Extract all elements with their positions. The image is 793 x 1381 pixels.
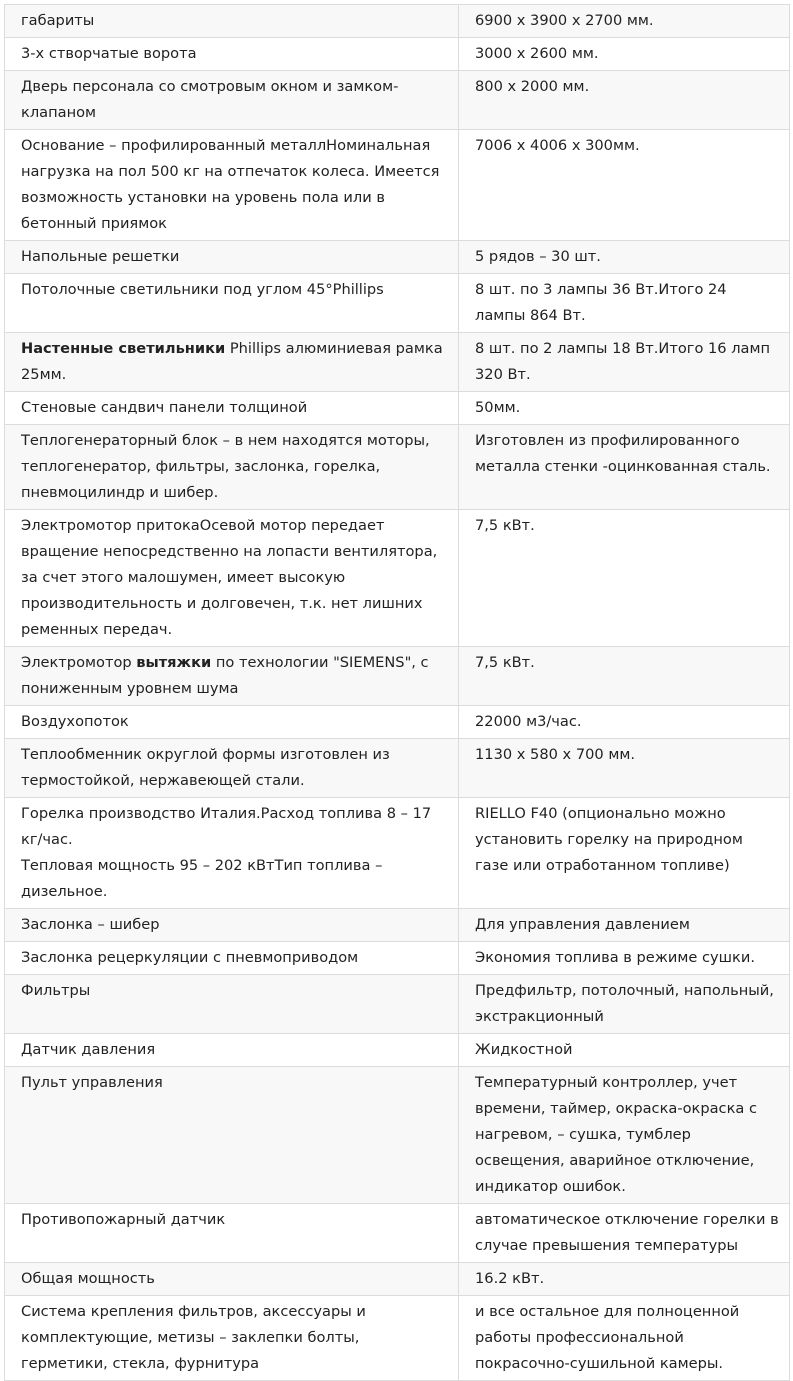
table-row <box>5 274 790 333</box>
value-cell: автоматическое отключение горелки в случае превышения температуры <box>459 1204 790 1263</box>
param-text: Phillips алюминиевая рамка 25мм. <box>21 340 443 383</box>
param-cell: Потолочные светильники под углом 45°Phillips <box>5 274 459 333</box>
table-row <box>5 942 790 975</box>
param-cell: Дверь персонала со смотровым окном и замком-клапаном <box>5 71 459 130</box>
table-row <box>5 130 790 241</box>
value-cell: 5 рядов – 30 шт. <box>459 241 790 274</box>
param-cell: Пульт управления <box>5 1067 459 1204</box>
table-row <box>5 38 790 71</box>
table-row <box>5 510 790 647</box>
table-row <box>5 739 790 798</box>
value-cell: 8 шт. по 3 лампы 36 Вт.Итого 24 лампы 864 Вт. <box>459 274 790 333</box>
value-cell: 7,5 кВт. <box>459 647 790 706</box>
table-row <box>5 392 790 425</box>
value-cell: 3000 х 2600 мм. <box>459 38 790 71</box>
param-cell: Основание – профилированный металлНоминальная нагрузка на пол 500 кг на отпечаток колеса. Имеется возможность установки на уровень пола или в бетонный приямок <box>5 130 459 241</box>
param-cell: Заслонка рецеркуляции с пневмоприводом <box>5 942 459 975</box>
table-row <box>5 1204 790 1263</box>
table-row <box>5 909 790 942</box>
value-cell: 1130 х 580 х 700 мм. <box>459 739 790 798</box>
param-cell: Стеновые сандвич панели толщиной <box>5 392 459 425</box>
value-cell: 22000 м3/час. <box>459 706 790 739</box>
param-cell: Противопожарный датчик <box>5 1204 459 1263</box>
value-cell: Жидкостной <box>459 1034 790 1067</box>
value-cell: 8 шт. по 2 лампы 18 Вт.Итого 16 ламп 320 Вт. <box>459 333 790 392</box>
value-cell: Температурный контроллер, учет времени, таймер, окраска-окраска с нагревом, – сушка, тумблер освещения, аварийное отключение, индикатор ошибок. <box>459 1067 790 1204</box>
table-row <box>5 1296 790 1381</box>
value-cell: RIELLO F40 (опционально можно установить горелку на природном газе или отработанном топливе) <box>459 798 790 909</box>
value-cell: Изготовлен из профилированного металла стенки -оцинкованная сталь. <box>459 425 790 510</box>
param-cell: Теплогенераторный блок – в нем находятся моторы, теплогенератор, фильтры, заслонка, горелка, пневмоцилиндр и шибер. <box>5 425 459 510</box>
value-cell: 800 х 2000 мм. <box>459 71 790 130</box>
param-cell: Напольные решетки <box>5 241 459 274</box>
table-row <box>5 798 790 909</box>
value-cell: 7,5 кВт. <box>459 510 790 647</box>
table-row <box>5 71 790 130</box>
table-row <box>5 5 790 38</box>
param-cell: Теплообменник округлой формы изготовлен из термостойкой, нержавеющей стали. <box>5 739 459 798</box>
value-cell: Предфильтр, потолочный, напольный, экстракционный <box>459 975 790 1034</box>
table-row <box>5 241 790 274</box>
table-row <box>5 647 790 706</box>
table-row <box>5 333 790 392</box>
param-text: по технологии "SIEMENS", с пониженным уровнем шума <box>21 654 429 697</box>
table-row <box>5 706 790 739</box>
param-line: Горелка производство Италия.Расход топлива 8 – 17 кг/час. <box>21 805 432 848</box>
param-cell: Фильтры <box>5 975 459 1034</box>
param-cell: Электромотор притокаОсевой мотор передает вращение непосредственно на лопасти вентилятора, за счет этого малошумен, имеет высокую производительность и долговечен, т.к. нет лишних ременных передач. <box>5 510 459 647</box>
param-cell: Система крепления фильтров, аксессуары и комплектующие, метизы – заклепки болты, герметики, стекла, фурнитура <box>5 1296 459 1381</box>
value-cell: и все остальное для полноценной работы профессиональной покрасочно-сушильной камеры. <box>459 1296 790 1381</box>
param-cell: Воздухопоток <box>5 706 459 739</box>
param-bold-text: Настенные светильники <box>21 340 226 357</box>
param-cell: Заслонка – шибер <box>5 909 459 942</box>
param-cell: габариты <box>5 5 459 38</box>
value-cell: 6900 х 3900 х 2700 мм. <box>459 5 790 38</box>
table-row <box>5 975 790 1034</box>
table-row <box>5 1067 790 1204</box>
param-bold-text: вытяжки <box>136 654 212 671</box>
param-cell <box>5 333 459 392</box>
specifications-table <box>4 4 790 1381</box>
value-cell: 7006 х 4006 х 300мм. <box>459 130 790 241</box>
value-cell: Для управления давлением <box>459 909 790 942</box>
table-row <box>5 1034 790 1067</box>
param-cell <box>5 798 459 909</box>
param-cell: 3-х створчатые ворота <box>5 38 459 71</box>
param-cell <box>5 647 459 706</box>
value-cell: 16.2 кВт. <box>459 1263 790 1296</box>
param-cell: Общая мощность <box>5 1263 459 1296</box>
param-text: Электромотор <box>21 654 137 671</box>
param-cell: Датчик давления <box>5 1034 459 1067</box>
table-row <box>5 1263 790 1296</box>
param-line: Тепловая мощность 95 – 202 кВтТип топлива – дизельное. <box>21 857 383 900</box>
value-cell: 50мм. <box>459 392 790 425</box>
table-row <box>5 425 790 510</box>
value-cell: Экономия топлива в режиме сушки. <box>459 942 790 975</box>
